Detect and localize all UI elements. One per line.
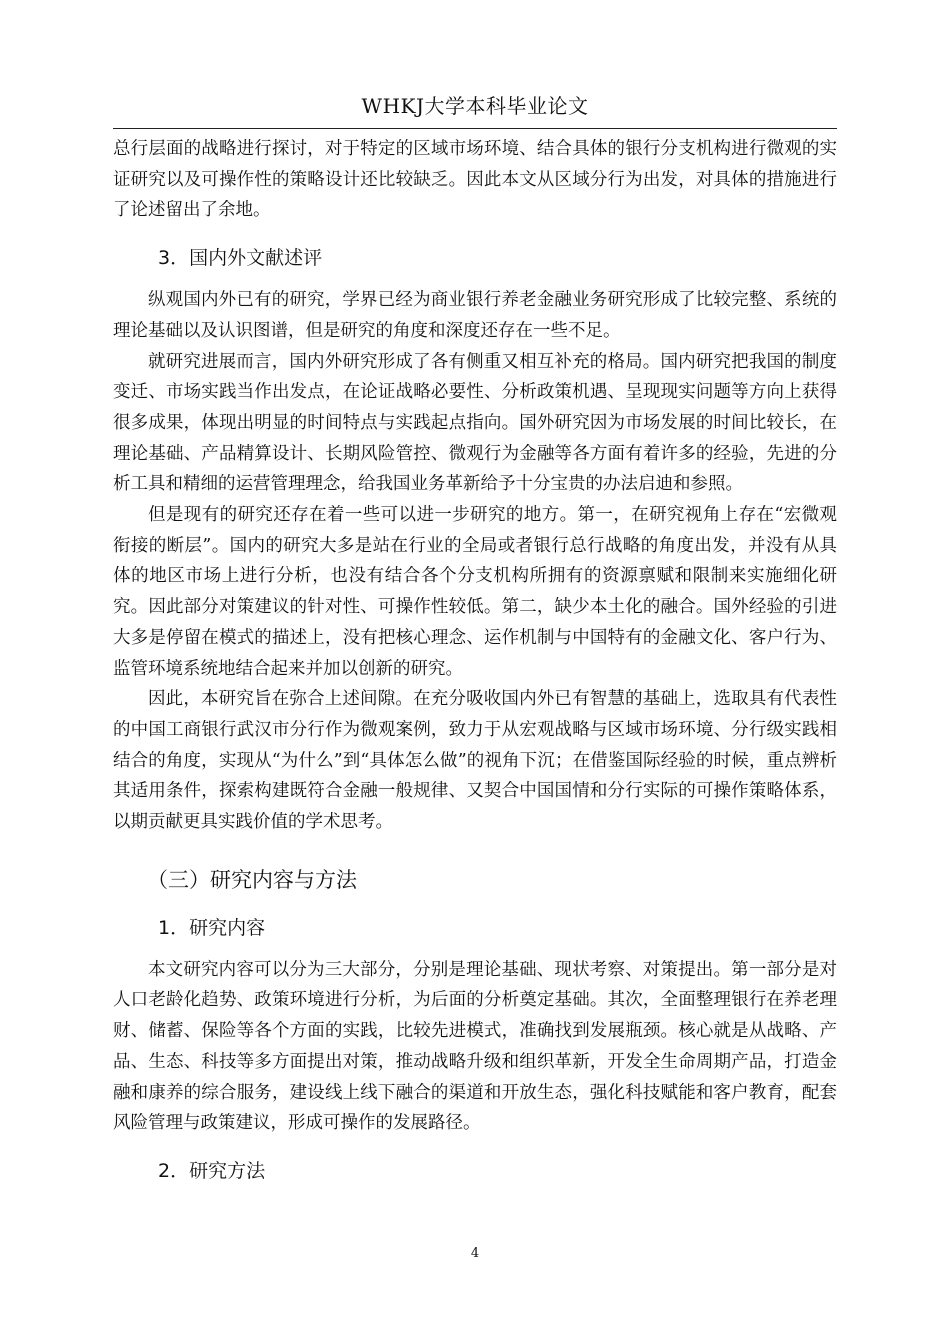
page-header bbox=[113, 92, 837, 129]
page-number: 4 bbox=[470, 1246, 480, 1261]
paragraph-research-content: 本文研究内容可以分为三大部分，分别是理论基础、现状考察、对策提出。第一部分是对人口老龄化趋势、政策环境进行分析，为后面的分析奠定基础。其次，全面整理银行在养老理财、储蓄、保险等各个方面的实践，比较先进模式，准确找到发展瓶颈。核心就是从战略、产品、生态、科技等多方面提出对策，推动战略升级和组织革新，开发全生命周期产品，打造金融和康养的综合服务，建设线上线下融合的渠道和开放生态，强化科技赋能和客户教育，配套风险管理与政策建议，形成可操作的发展路径。 bbox=[113, 959, 837, 1134]
heading-section-three: （三）研究内容与方法 bbox=[147, 867, 357, 892]
paragraph-review-intro: 纵观国内外已有的研究，学界已经为商业银行养老金融业务研究形成了比较完整、系统的理论基础以及认识图谱，但是研究的角度和深度还存在一些不足。 bbox=[113, 290, 837, 341]
paragraph-review-progress: 就研究进展而言，国内外研究形成了各有侧重又相互补充的格局。国内研究把我国的制度变迁、市场实践当作出发点，在论证战略必要性、分析政策机遇、呈现现实问题等方向上获得很多成果，体现出明显的时间特点与实践起点指向。国外研究因为市场发展的时间比较长，在理论基础、产品精算设计、长期风险管控、微观行为金融等各方面有着许多的经验，先进的分析工具和精细的运营管理理念，给我国业务革新给予十分宝贵的办法启迪和参照。 bbox=[113, 351, 837, 495]
page-content bbox=[113, 134, 837, 1186]
paragraph-review-gaps: 但是现有的研究还存在着一些可以进一步研究的地方。第一，在研究视角上存在“宏微观衔接的断层”。国内的研究大多是站在行业的全局或者银行总行战略的角度出发，并没有从具体的地区市场上进行分析，也没有结合各个分支机构所拥有的资源禀赋和限制来实施细化研究。因此部分对策建议的针对性、可操作性较低。第二，缺少本土化的融合。国外经验的引进大多是停留在模式的描述上，没有把核心理念、运作机制与中国特有的金融文化、客户行为、监管环境系统地结合起来并加以创新的研究。 bbox=[113, 505, 837, 679]
header-title: WHKJ大学本科毕业论文 bbox=[361, 94, 589, 118]
heading-research-content: 1．研究内容 bbox=[158, 916, 266, 939]
heading-literature-review: 3．国内外文献述评 bbox=[158, 247, 323, 270]
paragraph-review-aim: 因此，本研究旨在弥合上述间隙。在充分吸收国内外已有智慧的基础上，选取具有代表性的中国工商银行武汉市分行作为微观案例，致力于从宏观战略与区域市场环境、分行级实践相结合的角度，实现从“为什么”到“具体怎么做”的视角下沉；在借鉴国际经验的时候，重点辨析其适用条件，探索构建既符合金融一般规律、又契合中国国情和分行实际的可操作策略体系，以期贡献更具实践价值的学术思考。 bbox=[113, 689, 837, 833]
heading-research-method: 2．研究方法 bbox=[158, 1159, 266, 1182]
paragraph-continuation: 总行层面的战略进行探讨，对于特定的区域市场环境、结合具体的银行分支机构进行微观的实证研究以及可操作性的策略设计还比较缺乏。因此本文从区域分行为出发，对具体的措施进行了论述留出了余地。 bbox=[113, 139, 837, 221]
